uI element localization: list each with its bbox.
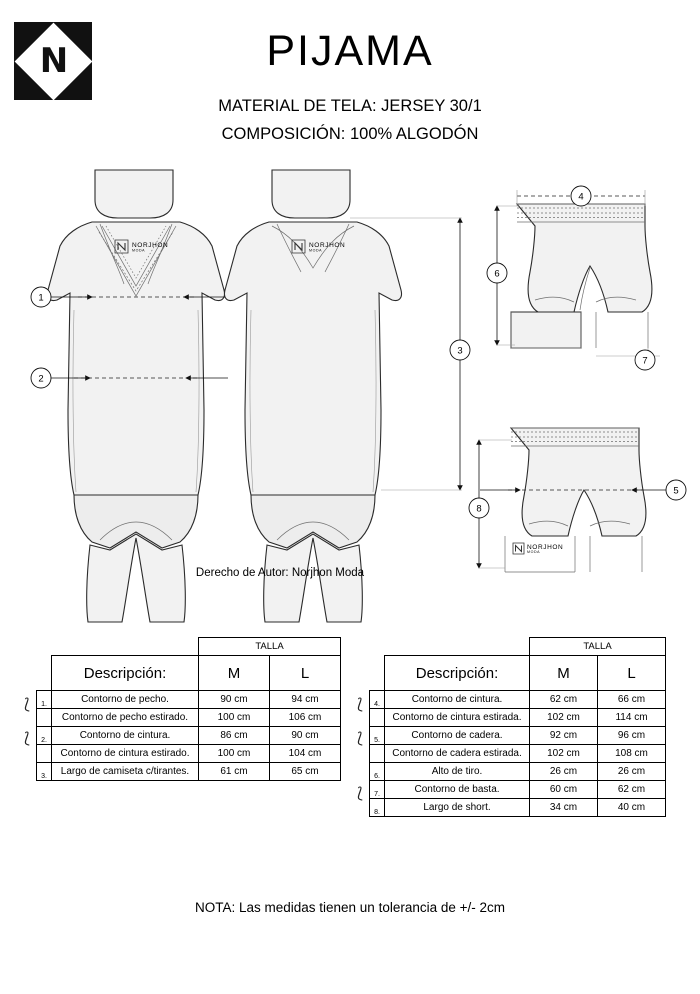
svg-text:5: 5 [673,485,679,497]
row-description: Contorno de pecho estirado. [52,709,199,727]
row-number: 5. [370,727,385,745]
column-header-size-m: M [199,656,270,691]
brace-icon: ⟅ [24,729,30,747]
brace-icon: ⟅ [357,729,363,747]
brand-sub-front: MODA [132,248,146,253]
composition-line: COMPOSICIÓN: 100% ALGODÓN [221,125,479,143]
column-header-description: Descripción: [385,656,530,691]
spacer-cell [385,638,530,656]
table-row [370,691,666,709]
svg-text:3: 3 [457,345,463,357]
row-description: Contorno de basta. [385,781,530,799]
shorts-front-illustration [511,204,652,348]
spacer-cell [37,656,52,691]
row-value-m: 92 cm [530,727,598,745]
row-value-m: 100 cm [199,745,270,763]
table-row-group-header [37,638,341,656]
table-row [37,727,341,745]
logo-monogram: N [39,41,67,81]
spacer-cell [52,638,199,656]
row-value-m: 86 cm [199,727,270,745]
row-value-m: 102 cm [530,709,598,727]
table-row [370,709,666,727]
group-header-talla: TALLA [530,638,666,656]
table-row [37,709,341,727]
column-header-size-m: M [530,656,598,691]
row-number: 6. [370,763,385,781]
row-description: Contorno de cadera. [385,727,530,745]
brand-name-front: NORJHON [132,242,169,249]
row-value-l: 108 cm [598,745,666,763]
table-row-header [37,656,341,691]
brace-icon: ⟅ [24,695,30,713]
row-value-m: 102 cm [530,745,598,763]
tank-back-illustration [224,170,401,622]
row-number [37,745,52,763]
material-line: MATERIAL DE TELA: JERSEY 30/1 [218,97,482,115]
brace-icon: ⟅ [357,784,363,802]
svg-text:6: 6 [494,268,500,280]
row-number: 3. [37,763,52,781]
row-value-l: 90 cm [270,727,341,745]
brand-name-back: NORJHON [309,242,346,249]
row-value-l: 94 cm [270,691,341,709]
technical-drawing [0,160,700,630]
column-header-size-l: L [598,656,666,691]
table-row-group-header [370,638,666,656]
row-number [370,745,385,763]
shorts-back-illustration [505,428,646,572]
spacer-cell [37,638,52,656]
measurements-table-bottom [369,637,665,817]
svg-text:7: 7 [642,355,648,367]
svg-text:1: 1 [38,292,44,304]
svg-text:2: 2 [38,373,44,385]
row-value-l: 104 cm [270,745,341,763]
brace-icon: ⟅ [357,695,363,713]
row-value-l: 96 cm [598,727,666,745]
page-title: PIJAMA [266,27,434,75]
tolerance-note: NOTA: Las medidas tienen un tolerancia de +/- 2cm [194,900,506,915]
row-description: Largo de short. [385,799,530,817]
row-value-m: 60 cm [530,781,598,799]
spacer-cell [370,656,385,691]
group-header-talla: TALLA [199,638,341,656]
row-description: Contorno de pecho. [52,691,199,709]
row-value-l: 65 cm [270,763,341,781]
row-value-m: 100 cm [199,709,270,727]
row-number: 1. [37,691,52,709]
table-row [370,799,666,817]
row-number: 7. [370,781,385,799]
svg-text:4: 4 [578,191,584,203]
row-description: Contorno de cintura. [385,691,530,709]
row-description: Contorno de cintura estirado. [52,745,199,763]
row-description: Largo de camiseta c/tirantes. [52,763,199,781]
row-description: Contorno de cintura estirada. [385,709,530,727]
column-header-size-l: L [270,656,341,691]
table-row [370,781,666,799]
brand-name-shorts-back: NORJHON [527,544,564,551]
row-value-l: 26 cm [598,763,666,781]
row-number: 8. [370,799,385,817]
table-row [370,745,666,763]
measurements-table-top [36,637,341,781]
table-row [37,691,341,709]
row-number: 2. [37,727,52,745]
table-row [37,745,341,763]
row-number: 4. [370,691,385,709]
table-row [370,763,666,781]
copyright-text: Derecho de Autor: Norjhon Moda [195,567,365,579]
table-row-header [370,656,666,691]
table-row [370,727,666,745]
tank-front-illustration [47,170,224,622]
brand-sub-back: MODA [309,248,323,253]
brand-sub-shorts-back: MODA [527,550,541,554]
row-value-l: 106 cm [270,709,341,727]
row-description: Alto de tiro. [385,763,530,781]
row-number [37,709,52,727]
row-number [370,709,385,727]
row-description: Contorno de cintura. [52,727,199,745]
svg-text:8: 8 [476,503,482,515]
table-row [37,763,341,781]
row-value-m: 90 cm [199,691,270,709]
row-value-l: 62 cm [598,781,666,799]
row-value-m: 61 cm [199,763,270,781]
row-description: Contorno de cadera estirada. [385,745,530,763]
spacer-cell [370,638,385,656]
row-value-l: 114 cm [598,709,666,727]
row-value-m: 34 cm [530,799,598,817]
row-value-m: 62 cm [530,691,598,709]
row-value-l: 40 cm [598,799,666,817]
row-value-m: 26 cm [530,763,598,781]
row-value-l: 66 cm [598,691,666,709]
column-header-description: Descripción: [52,656,199,691]
